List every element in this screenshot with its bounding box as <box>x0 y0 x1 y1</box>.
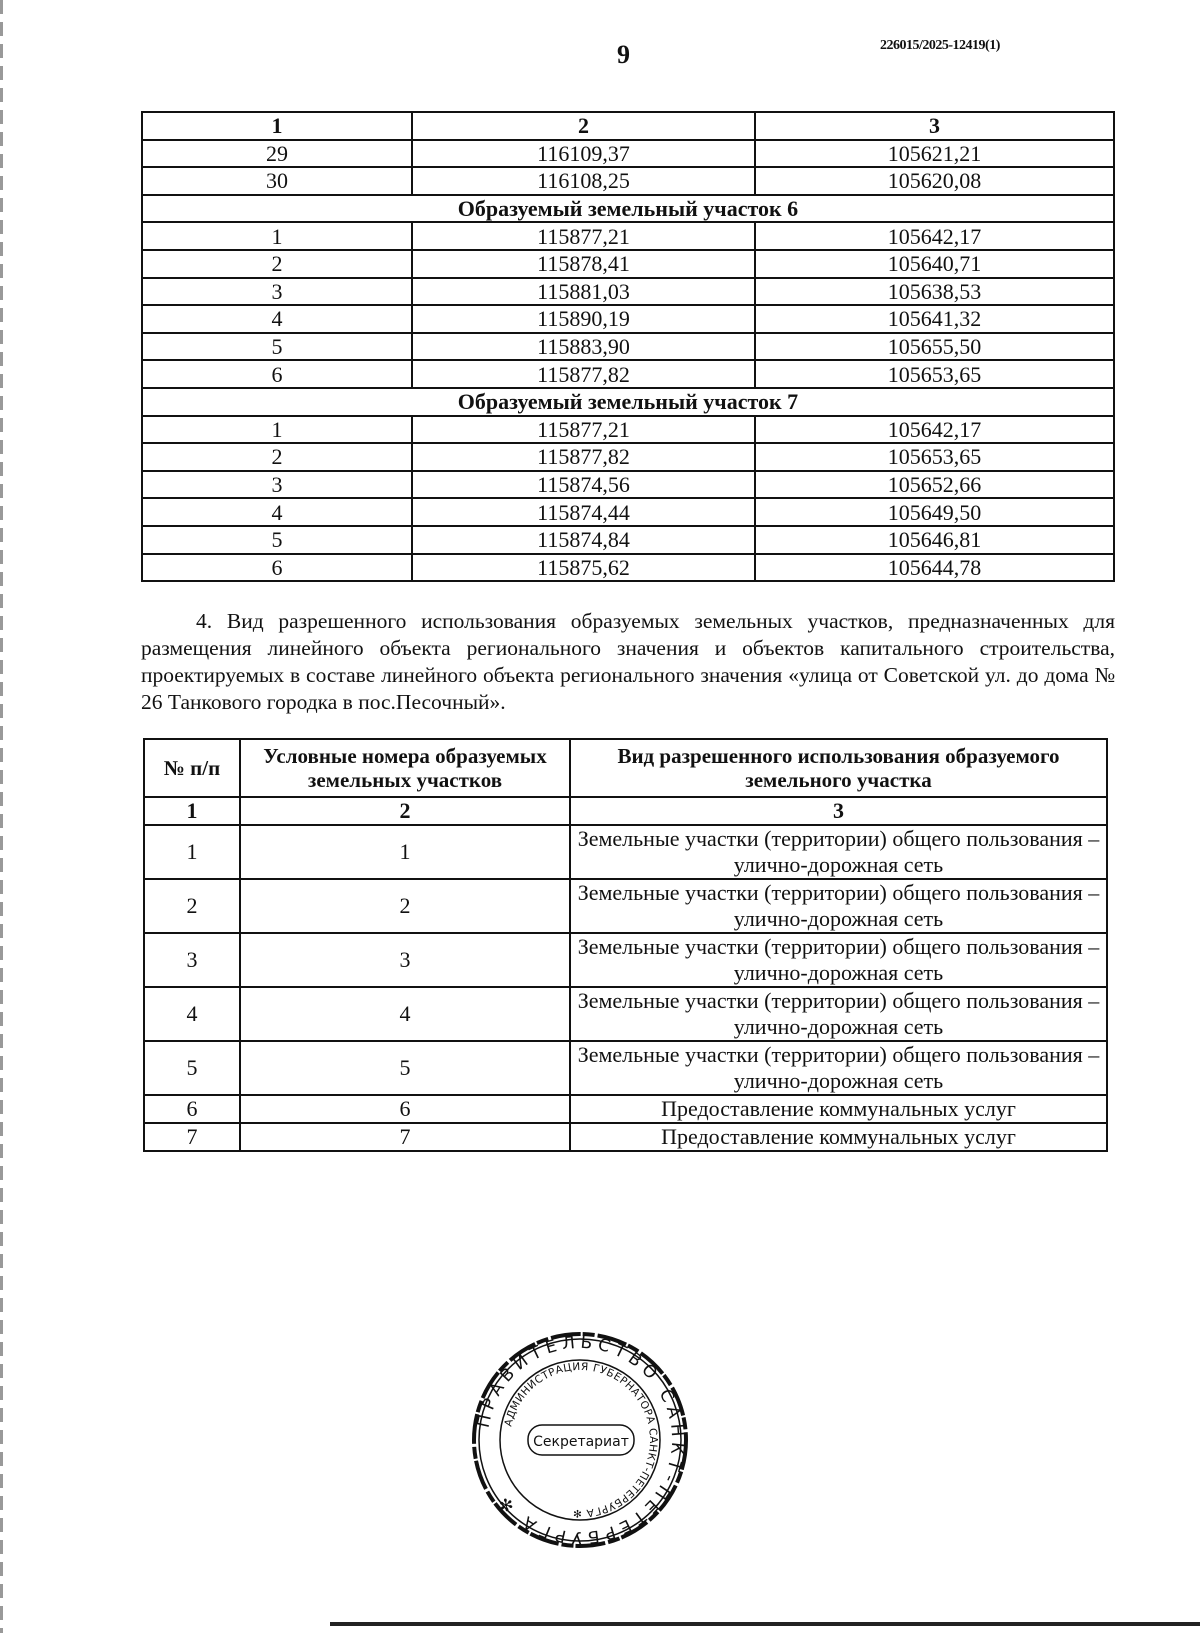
cell: 3 <box>142 471 412 499</box>
cell: 1 <box>240 825 570 879</box>
table-row <box>142 416 1114 444</box>
header-plot-number: Условные номера образуемых земельных участков <box>240 739 570 797</box>
cell: 105621,21 <box>755 140 1114 168</box>
cell: 2 <box>412 112 755 140</box>
cell: 3 <box>142 278 412 306</box>
cell: 105653,65 <box>755 443 1114 471</box>
stamp-center-text: Секретариат <box>533 1434 629 1450</box>
table-row <box>142 498 1114 526</box>
cell: 4 <box>240 987 570 1041</box>
section-header-row <box>142 388 1114 416</box>
table-row <box>142 471 1114 499</box>
cell: 115877,82 <box>412 360 755 388</box>
table-row <box>144 1095 1107 1123</box>
cell: 4 <box>144 987 240 1041</box>
cell: 6 <box>142 360 412 388</box>
table-row <box>142 222 1114 250</box>
cell: 105649,50 <box>755 498 1114 526</box>
cell: 3 <box>240 933 570 987</box>
cell: 2 <box>142 443 412 471</box>
section-title: Образуемый земельный участок 7 <box>142 388 1114 416</box>
cell: 1 <box>142 112 412 140</box>
cell: 115877,82 <box>412 443 755 471</box>
table-row <box>142 140 1114 168</box>
cell: 7 <box>240 1123 570 1151</box>
cell: 30 <box>142 167 412 195</box>
cell: 105655,50 <box>755 333 1114 361</box>
cell: 105642,17 <box>755 416 1114 444</box>
table-row <box>144 987 1107 1041</box>
document-id: 226015/2025-12419(1) <box>880 38 1000 53</box>
cell: 105644,78 <box>755 554 1114 582</box>
table-row <box>142 167 1114 195</box>
table-row <box>142 443 1114 471</box>
cell: 1 <box>144 825 240 879</box>
cell: 115875,62 <box>412 554 755 582</box>
cell: Земельные участки (территории) общего пользования – улично-дорожная сеть <box>570 987 1107 1041</box>
cell: Земельные участки (территории) общего пользования – улично-дорожная сеть <box>570 933 1107 987</box>
cell: 115874,56 <box>412 471 755 499</box>
section-header-row <box>142 195 1114 223</box>
cell: Земельные участки (территории) общего пользования – улично-дорожная сеть <box>570 1041 1107 1095</box>
table-row <box>144 1123 1107 1151</box>
cell: 116109,37 <box>412 140 755 168</box>
cell: 4 <box>142 305 412 333</box>
cell: 105640,71 <box>755 250 1114 278</box>
cell: 5 <box>144 1041 240 1095</box>
cell: 3 <box>570 797 1107 825</box>
table-row <box>142 360 1114 388</box>
permitted-use-table <box>143 738 1108 1152</box>
cell: 2 <box>142 250 412 278</box>
header-permitted-use: Вид разрешенного использования образуемого земельного участка <box>570 739 1107 797</box>
cell: 2 <box>144 879 240 933</box>
cell: 105646,81 <box>755 526 1114 554</box>
column-number-row <box>144 797 1107 825</box>
cell: 7 <box>144 1123 240 1151</box>
cell: 6 <box>240 1095 570 1123</box>
cell: 115890,19 <box>412 305 755 333</box>
cell: 115883,90 <box>412 333 755 361</box>
table-row <box>142 250 1114 278</box>
cell: 115877,21 <box>412 222 755 250</box>
header-number: № п/п <box>144 739 240 797</box>
cell: 1 <box>142 416 412 444</box>
cell: 1 <box>144 797 240 825</box>
cell: 105653,65 <box>755 360 1114 388</box>
coordinates-table <box>141 111 1115 582</box>
cell: 105642,17 <box>755 222 1114 250</box>
section-title: Образуемый земельный участок 6 <box>142 195 1114 223</box>
table-row <box>144 825 1107 879</box>
official-seal-stamp <box>470 1330 690 1550</box>
cell: 5 <box>142 333 412 361</box>
page-number: 9 <box>617 40 630 69</box>
table-row <box>142 305 1114 333</box>
cell: Предоставление коммунальных услуг <box>570 1123 1107 1151</box>
cell: 5 <box>142 526 412 554</box>
cell: 5 <box>240 1041 570 1095</box>
svg-text:ПРАВИТЕЛЬСТВО САНКТ-ПЕТЕРБУРГА: ПРАВИТЕЛЬСТВО САНКТ-ПЕТЕРБУРГА ✻ <box>473 1332 688 1548</box>
cell: Земельные участки (территории) общего пользования – улично-дорожная сеть <box>570 879 1107 933</box>
table-row <box>142 526 1114 554</box>
cell: 116108,25 <box>412 167 755 195</box>
cell: 3 <box>144 933 240 987</box>
cell: 115874,44 <box>412 498 755 526</box>
scan-bottom-edge <box>330 1622 1200 1626</box>
table-row <box>142 278 1114 306</box>
cell: Земельные участки (территории) общего пользования – улично-дорожная сеть <box>570 825 1107 879</box>
scan-edge <box>0 0 3 1633</box>
cell: Предоставление коммунальных услуг <box>570 1095 1107 1123</box>
cell: 29 <box>142 140 412 168</box>
svg-text:АДМИНИСТРАЦИЯ ГУБЕРНАТОРА САНК: АДМИНИСТРАЦИЯ ГУБЕРНАТОРА САНКТ-ПЕТЕРБУРГА ✻ <box>502 1360 660 1520</box>
table-row <box>144 879 1107 933</box>
section-4-paragraph: 4. Вид разрешенного использования образуемых земельных участков, предназначенных для размещения линейного объекта регионального значения и объектов капитального строительства, проектируемых в составе линейного объекта регионального значения «улица от Советской ул. до дома № 26 Танкового городка в пос.Песочный». <box>141 609 1115 714</box>
table-row <box>144 933 1107 987</box>
cell: 2 <box>240 797 570 825</box>
table-row <box>142 333 1114 361</box>
cell: 115881,03 <box>412 278 755 306</box>
table-row <box>144 1041 1107 1095</box>
cell: 3 <box>755 112 1114 140</box>
cell: 105641,32 <box>755 305 1114 333</box>
table-row <box>142 554 1114 582</box>
cell: 105652,66 <box>755 471 1114 499</box>
cell: 1 <box>142 222 412 250</box>
cell: 4 <box>142 498 412 526</box>
cell: 105638,53 <box>755 278 1114 306</box>
cell: 115874,84 <box>412 526 755 554</box>
cell: 115878,41 <box>412 250 755 278</box>
cell: 2 <box>240 879 570 933</box>
cell: 115877,21 <box>412 416 755 444</box>
cell: 6 <box>142 554 412 582</box>
cell: 6 <box>144 1095 240 1123</box>
cell: 105620,08 <box>755 167 1114 195</box>
column-number-row <box>142 112 1114 140</box>
